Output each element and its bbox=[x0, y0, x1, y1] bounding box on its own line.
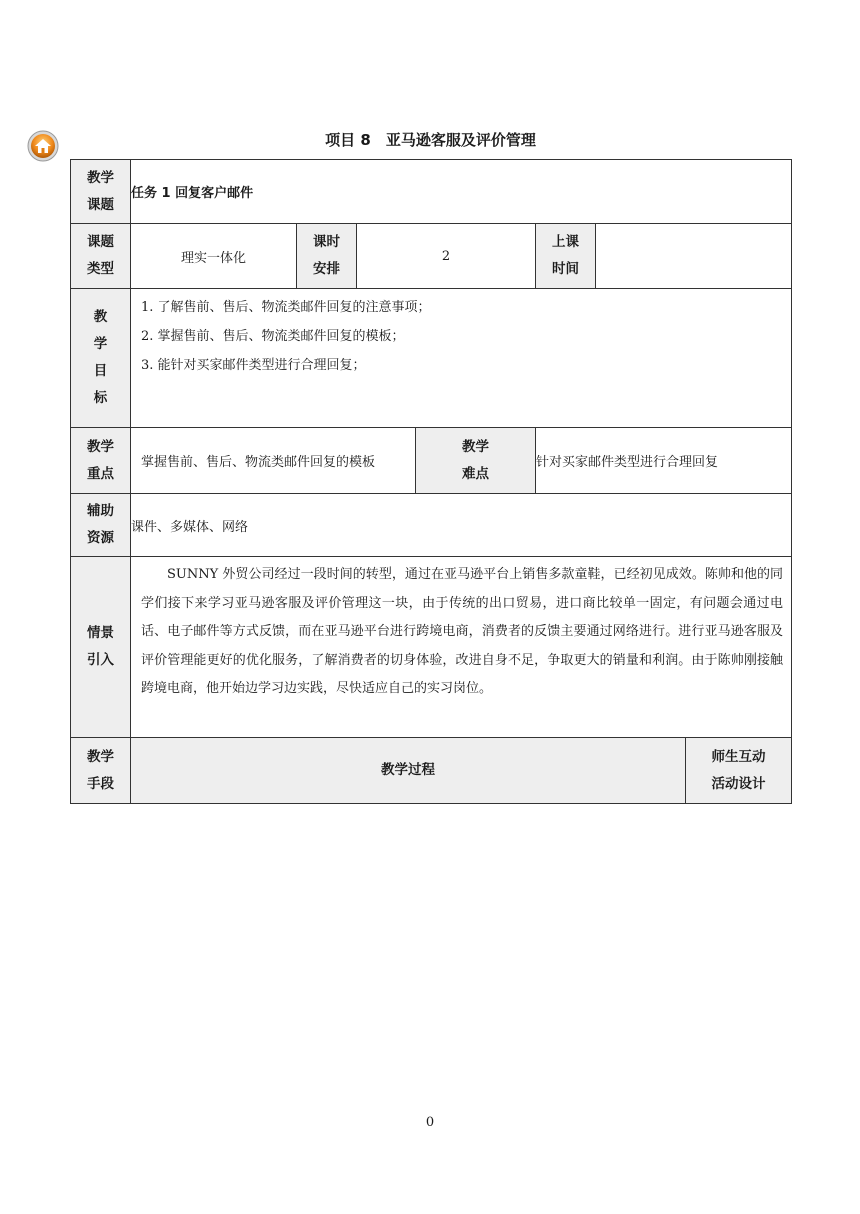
objective-item: 1. 了解售前、售后、物流类邮件回复的注意事项； bbox=[141, 300, 431, 315]
objectives-row bbox=[71, 289, 792, 428]
objectives-label: 教 学 目 标 bbox=[71, 289, 131, 428]
objective-item: 2. 掌握售前、售后、物流类邮件回复的模板； bbox=[141, 329, 405, 344]
key-label: 教学 重点 bbox=[71, 428, 131, 494]
difficulty-label: 教学 难点 bbox=[416, 428, 536, 494]
lesson-plan-table bbox=[70, 159, 792, 804]
method-label: 教学 手段 bbox=[71, 738, 131, 804]
resources-value: 课件、多媒体、网络 bbox=[131, 494, 792, 557]
key-row bbox=[71, 428, 792, 494]
difficulty-value: 针对买家邮件类型进行合理回复 bbox=[536, 428, 792, 494]
interaction-label: 师生互动 活动设计 bbox=[686, 738, 792, 804]
hours-value: 2 bbox=[357, 224, 536, 289]
objectives-list bbox=[131, 289, 792, 428]
time-label: 上课 时间 bbox=[536, 224, 596, 289]
process-label: 教学过程 bbox=[131, 738, 686, 804]
objective-item: 3. 能针对买家邮件类型进行合理回复； bbox=[141, 358, 366, 373]
resources-row bbox=[71, 494, 792, 557]
time-value bbox=[596, 224, 792, 289]
topic-value: 任务 1 回复客户邮件 bbox=[131, 160, 792, 224]
page-number: 0 bbox=[425, 1115, 435, 1130]
type-label: 课题 类型 bbox=[71, 224, 131, 289]
hours-label: 课时 安排 bbox=[297, 224, 357, 289]
type-row bbox=[71, 224, 792, 289]
page-title: 项目 8 亚马逊客服及评价管理 bbox=[325, 131, 536, 149]
topic-label: 教学 课题 bbox=[71, 160, 131, 224]
home-icon[interactable] bbox=[27, 130, 59, 162]
type-value: 理实一体化 bbox=[131, 224, 297, 289]
resources-label: 辅助 资源 bbox=[71, 494, 131, 557]
intro-label: 情景 引入 bbox=[71, 557, 131, 738]
key-value: 掌握售前、售后、物流类邮件回复的模板 bbox=[131, 428, 416, 494]
intro-text: SUNNY 外贸公司经过一段时间的转型，通过在亚马逊平台上销售多款童鞋，已经初见成效。陈帅和他的同学们接下来学习亚马逊客服及评价管理这一块，由于传统的出口贸易，进口商比较单一固定，有问题会通过电话、电子邮件等方式反馈，而在亚马逊平台进行跨境电商，消费者的反馈主要通过网络进行。进行亚马逊客服及评价管理能更好的优化服务，了解消费者的切身体验，改进自身不足，争取更大的销量和利润。由于陈帅刚接触跨境电商，他开始边学习边实践，尽快适应自己的实习岗位。 bbox=[141, 567, 784, 696]
method-row bbox=[71, 738, 792, 804]
topic-row bbox=[71, 160, 792, 224]
intro-text-cell bbox=[131, 557, 792, 738]
intro-row bbox=[71, 557, 792, 738]
